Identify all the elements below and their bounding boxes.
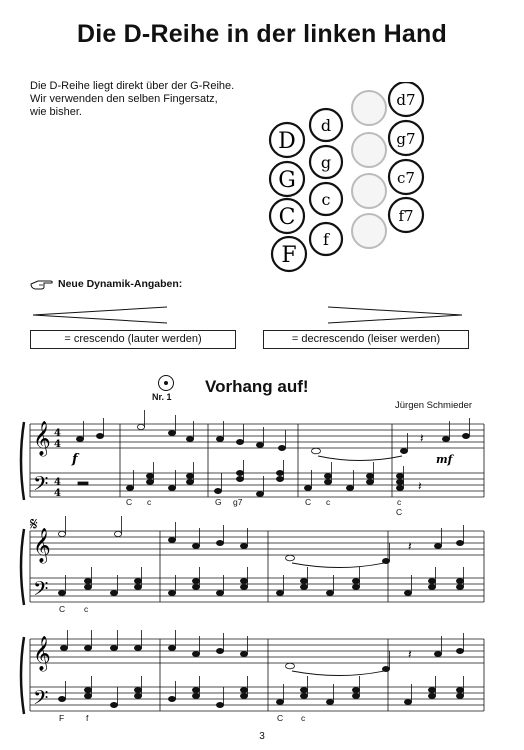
crescendo-hairpin bbox=[30, 305, 170, 325]
button-F bbox=[272, 237, 306, 271]
cd-track-number: Nr. 1 bbox=[152, 392, 172, 402]
button-f-small-label: f bbox=[323, 230, 329, 249]
svg-text:4: 4 bbox=[54, 488, 61, 499]
button-d7 bbox=[389, 82, 423, 116]
svg-text:𝄽: 𝄽 bbox=[420, 431, 424, 445]
page-number: 3 bbox=[259, 731, 265, 742]
bass-notes bbox=[58, 567, 463, 596]
dynamics-heading-text: Neue Dynamik-Angaben: bbox=[58, 278, 183, 290]
button-c7 bbox=[389, 160, 423, 194]
chord-label: g7 bbox=[233, 497, 243, 507]
treble-clef-icon: 𝄞 bbox=[33, 421, 51, 456]
chord-label: f bbox=[86, 713, 89, 723]
svg-text:4: 4 bbox=[54, 477, 61, 488]
treble-notes bbox=[58, 516, 463, 564]
chord-label: c bbox=[301, 713, 306, 723]
button-g-small-label: g bbox=[320, 153, 332, 172]
button-C-label: C bbox=[278, 205, 296, 230]
chord-label: C bbox=[59, 604, 66, 614]
segno-icon: 𝄋 bbox=[30, 514, 38, 535]
button-g7 bbox=[389, 121, 423, 155]
intro-line-3: wie bisher. bbox=[30, 106, 82, 118]
button-F-label: F bbox=[281, 243, 297, 268]
button-d-small-label: d bbox=[320, 116, 332, 135]
chord-label: C bbox=[126, 497, 133, 507]
chord-label: C bbox=[305, 497, 312, 507]
svg-text:𝄽: 𝄽 bbox=[418, 479, 422, 493]
chord-label: G bbox=[215, 497, 222, 507]
crescendo-label-box: = crescendo (lauter werden) bbox=[30, 330, 236, 349]
dynamics-heading bbox=[30, 278, 182, 290]
music-system-3 bbox=[0, 625, 524, 725]
svg-text:𝄽: 𝄽 bbox=[408, 539, 412, 553]
button-g-small bbox=[310, 146, 342, 178]
button-c7-label: c7 bbox=[397, 169, 415, 187]
seventh-row bbox=[389, 82, 423, 232]
counterbass-row bbox=[310, 109, 342, 255]
svg-text:4: 4 bbox=[54, 428, 61, 439]
dynamic-mezzoforte: mf bbox=[436, 453, 453, 466]
button-G-label: G bbox=[278, 168, 296, 193]
piece-title: Vorhang auf! bbox=[205, 377, 309, 396]
svg-text:𝄢: 𝄢 bbox=[33, 686, 49, 714]
music-system-1 bbox=[0, 410, 524, 510]
button-D bbox=[270, 123, 304, 157]
cd-track-icon bbox=[157, 374, 175, 392]
button-d7-label: d7 bbox=[396, 91, 416, 109]
button-G bbox=[270, 162, 304, 196]
button-f7 bbox=[389, 198, 423, 232]
chord-label: C bbox=[396, 507, 403, 517]
button-c-small-label: c bbox=[321, 190, 331, 209]
chord-label: c bbox=[147, 497, 152, 507]
button-f-small bbox=[310, 223, 342, 255]
button-d-small bbox=[310, 109, 342, 141]
chord-label: c bbox=[326, 497, 331, 507]
svg-text:𝄽: 𝄽 bbox=[408, 647, 412, 661]
svg-text:4: 4 bbox=[54, 439, 61, 450]
composer: Jürgen Schmieder bbox=[395, 400, 473, 411]
chord-label: c bbox=[84, 604, 89, 614]
treble-notes bbox=[76, 410, 469, 454]
bass-notes bbox=[58, 676, 463, 708]
chord-label: C bbox=[277, 713, 284, 723]
button-f7-label: f7 bbox=[398, 207, 414, 225]
button-D-label: D bbox=[278, 129, 296, 154]
button-C bbox=[270, 199, 304, 233]
page-title: Die D-Reihe in der linken Hand bbox=[77, 20, 447, 48]
svg-text:𝄞: 𝄞 bbox=[33, 528, 51, 563]
bass-row bbox=[270, 123, 306, 271]
pointing-hand-icon bbox=[30, 278, 54, 290]
button-c-small bbox=[310, 183, 342, 215]
decrescendo-hairpin bbox=[325, 305, 465, 325]
music-system-2 bbox=[0, 510, 524, 610]
bass-clef-icon: 𝄢 bbox=[33, 472, 49, 500]
svg-text:𝄢: 𝄢 bbox=[33, 577, 49, 605]
intro-line-2: Wir verwenden den selben Fingersatz, bbox=[30, 93, 218, 105]
button-g7-label: g7 bbox=[396, 130, 416, 148]
system-brace bbox=[21, 422, 24, 500]
decrescendo-label-box: = decrescendo (leiser werden) bbox=[263, 330, 469, 349]
bass-button-diagram bbox=[265, 82, 445, 278]
dynamic-forte: f bbox=[72, 452, 78, 467]
chord-label: c bbox=[397, 497, 402, 507]
intro-line-1: Die D-Reihe liegt direkt über der G-Reihe. bbox=[30, 80, 235, 92]
svg-text:𝄞: 𝄞 bbox=[33, 636, 51, 671]
chord-label: F bbox=[59, 713, 65, 723]
